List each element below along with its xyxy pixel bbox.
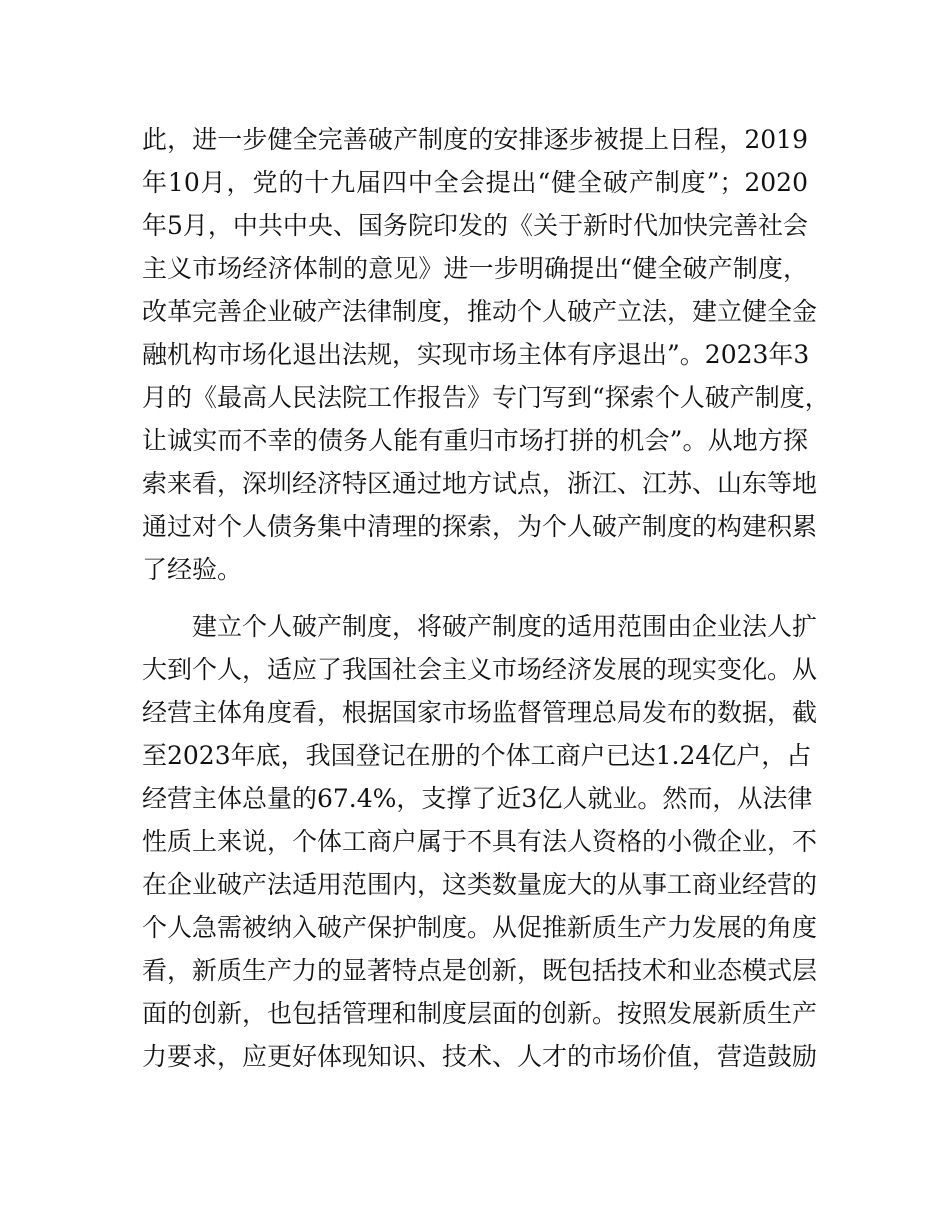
text-line: 个人急需被纳入破产保护制度。从促推新质生产力发展的角度 [142,913,818,942]
text-line: 大到个人，适应了我国社会主义市场经济发展的现实变化。从 [142,655,818,684]
text-line: 在企业破产法适用范围内，这类数量庞大的从事工商业经营的 [142,870,818,899]
text-line: 月的《最高人民法院工作报告》专门写到“探索个人破产制度， [142,383,830,412]
text-line: 改革完善企业破产法律制度，推动个人破产立法，建立健全金 [142,297,818,326]
text-line: 年5月，中共中央、国务院印发的《关于新时代加快完善社会 [142,211,808,240]
text-line: 主义市场经济体制的意见》进一步明确提出“健全破产制度， [142,254,808,283]
text-line: 融机构市场化退出法规，实现市场主体有序退出”。2023年3 [142,340,810,369]
text-line: 了经验。 [142,555,243,584]
text-line: 年10月，党的十九届四中全会提出“健全破产制度”；2020 [142,168,808,197]
text-line: 性质上来说，个体工商户属于不具有法人资格的小微企业，不 [142,827,818,856]
text-line: 通过对个人债务集中清理的探索，为个人破产制度的构建积累 [142,512,818,541]
text-line: 至2023年底，我国登记在册的个体工商户已达1.24亿户，占 [142,741,812,770]
text-line: 经营主体总量的67.4%，支撑了近3亿人就业。然而，从法律 [142,784,813,813]
text-line: 看，新质生产力的显著特点是创新，既包括技术和业态模式层 [142,956,818,985]
text-line: 面的创新，也包括管理和制度层面的创新。按照发展新质生产 [142,999,818,1028]
text-line: 经营主体角度看，根据国家市场监督管理总局发布的数据，截 [142,698,818,727]
text-line: 索来看，深圳经济特区通过地方试点，浙江、江苏、山东等地 [142,469,818,498]
text-line: 此，进一步健全完善破产制度的安排逐步被提上日程，2019 [142,125,808,154]
text-line: 力要求，应更好体现知识、技术、人才的市场价值，营造鼓励 [142,1042,818,1071]
text-line: 让诚实而不幸的债务人能有重归市场打拼的机会”。从地方探 [142,426,808,455]
text-line: 建立个人破产制度，将破产制度的适用范围由企业法人扩 [192,612,818,641]
